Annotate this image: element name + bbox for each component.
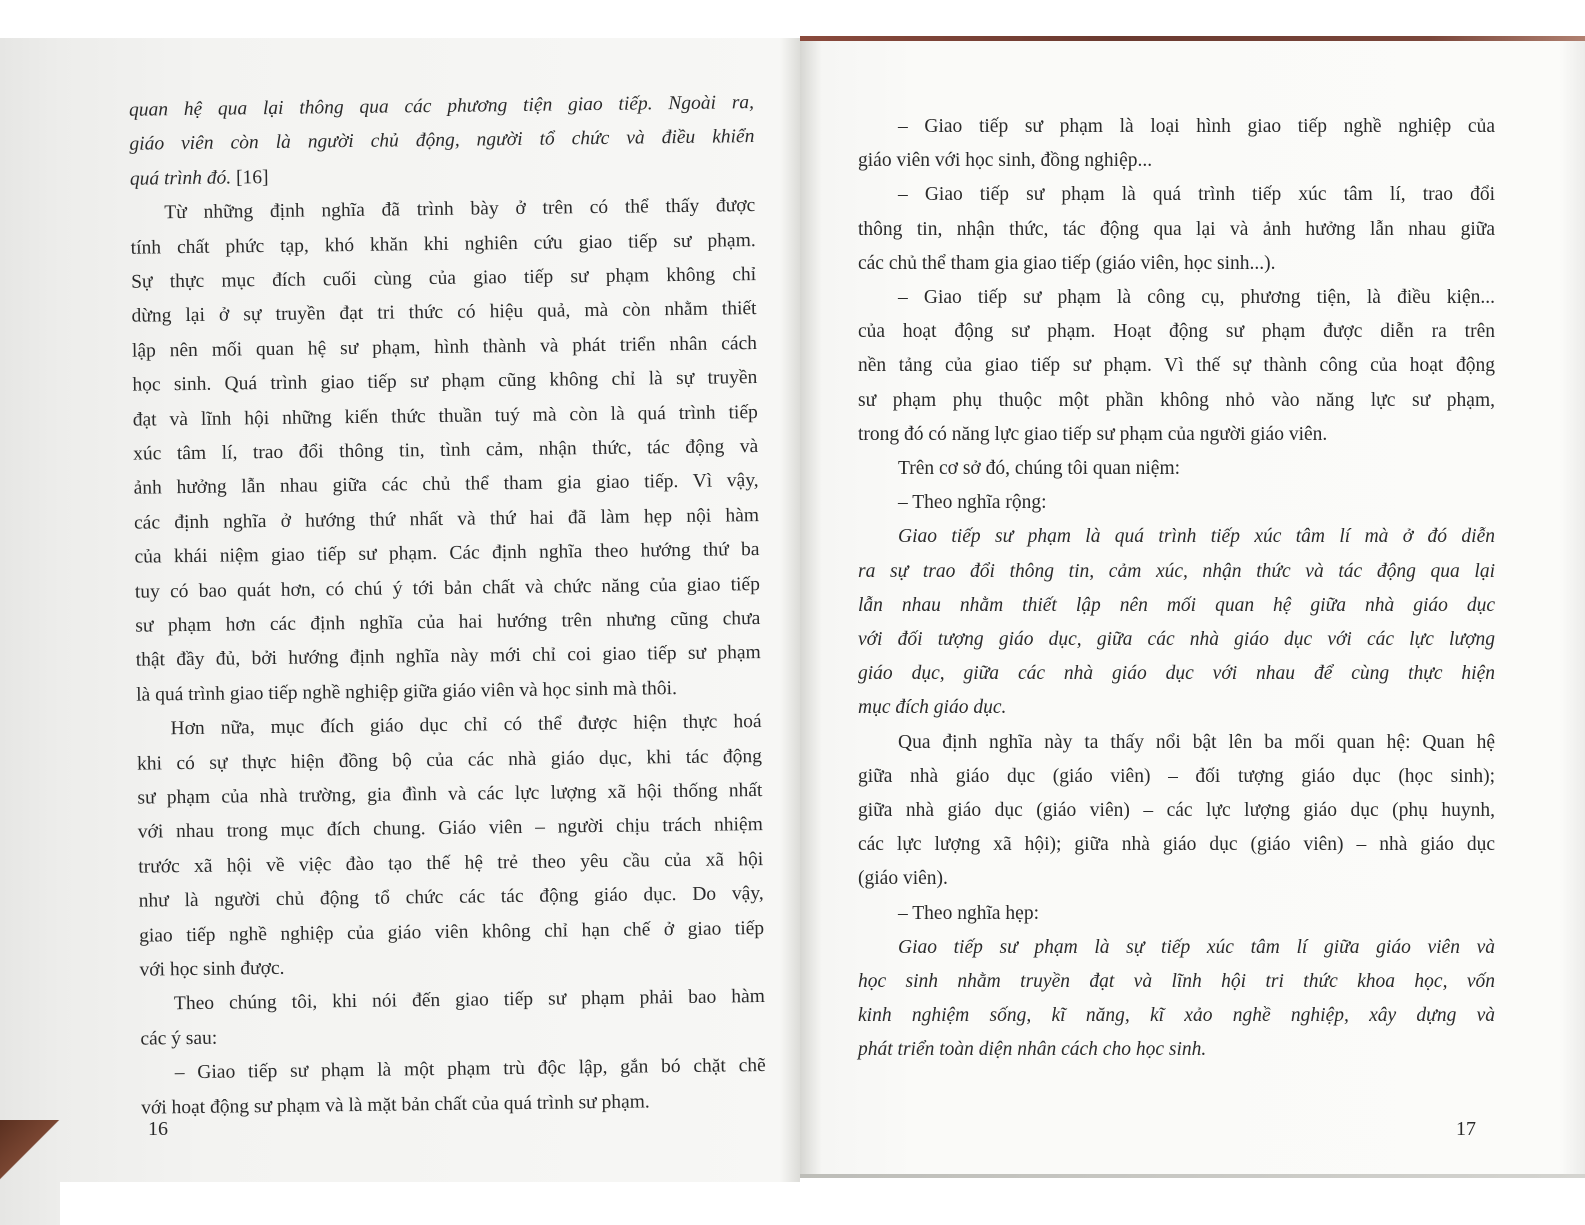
right-page-body xyxy=(858,116,1495,1096)
text-line: Theo chúng tôi, khi nói đến giao tiếp sư phạm phải bao hàm xyxy=(173,986,766,1015)
text-line-italic: quá trình đó. xyxy=(129,167,232,190)
text-line: với hoạt động sư phạm và là mặt bản chất của quá trình sư phạm. xyxy=(141,1091,650,1119)
text-line: đạt và lĩnh hội những kiến thức thuần tuý mà còn là quá trình tiếp xyxy=(132,401,758,431)
text-line: nền tảng của giao tiếp sư phạm. Vì thế sự thành công của hoạt động xyxy=(858,355,1495,377)
text-line: học sinh nhằm truyền đạt và lĩnh hội tri thức khoa học, vốn xyxy=(858,971,1495,992)
text-line: trước xã hội về việc đào tạo thế hệ trẻ theo yêu cầu của xã hội xyxy=(138,848,764,878)
text-line: sư phạm của nhà trường, gia đình và các lực lượng xã hội thống nhất xyxy=(137,780,763,809)
text-line: sư phạm phụ thuộc một phần không nhỏ vào năng lực sư phạm, xyxy=(858,389,1495,411)
text-line: giáo dục, giữa các nhà giáo dục với nhau để cùng thực hiện xyxy=(858,663,1495,685)
right-page-top-edge xyxy=(800,36,1585,41)
text-line: phát triển toàn diện nhân cách cho học sinh. xyxy=(858,1039,1207,1061)
text-line: với nhau trong mục đích chung. Giáo viên – người chịu trách nhiệm xyxy=(137,814,763,844)
text-line: Sự thực mục đích cuối cùng của giao tiếp sư phạm không chỉ xyxy=(131,264,757,293)
text-line xyxy=(130,161,755,191)
text-line: kinh nghiệm sống, kĩ năng, kĩ xảo nghề nghiệp, xây dựng và xyxy=(858,1005,1495,1027)
text-line: Giao tiếp sư phạm là quá trình tiếp xúc tâm lí mà ở đó diễn xyxy=(898,526,1495,548)
text-line: – Giao tiếp sư phạm là quá trình tiếp xúc tâm lí, trao đổi xyxy=(898,184,1495,206)
text-line: ra sự trao đổi thông tin, cảm xúc, nhận thức và tác động qua lại xyxy=(858,560,1495,582)
text-line: mục đích giáo dục. xyxy=(858,697,1007,719)
text-line: lẫn nhau nhằm thiết lập nên mối quan hệ giữa nhà giáo dục xyxy=(858,594,1495,616)
text-line: lập nên mối quan hệ sư phạm, hình thành và phát triển nhân cách xyxy=(131,332,758,362)
text-line: như là người chủ động tổ chức các tác động giáo dục. Do vậy, xyxy=(138,883,764,912)
right-page-bottom-margin xyxy=(800,1178,1585,1225)
page-number-right: 17 xyxy=(1456,1118,1476,1140)
text-line: các lực lượng xã hội); giữa nhà giáo dục (giáo viên) – nhà giáo dục xyxy=(858,834,1495,856)
binding-corner xyxy=(0,1120,70,1180)
text-line: ảnh hưởng lẫn nhau giữa các chủ thể tham gia giao tiếp. Vì vậy, xyxy=(133,470,759,500)
text-line: tuy có bao quát hơn, có chú ý tới bản chất và chức năng của giao tiếp xyxy=(134,573,761,603)
text-line: – Giao tiếp sư phạm là công cụ, phương tiện, là điều kiện... xyxy=(898,287,1495,308)
text-line: Trên cơ sở đó, chúng tôi quan niệm: xyxy=(898,458,1181,479)
text-line: – Theo nghĩa hẹp: xyxy=(898,902,1039,924)
text-line: quan hệ qua lại thông qua các phương tiện giao tiếp. Ngoài ra, xyxy=(128,92,755,121)
text-line: – Giao tiếp sư phạm là loại hình giao tiếp nghề nghiệp của xyxy=(898,116,1495,137)
page-number-left: 16 xyxy=(148,1118,168,1140)
left-page-top-margin xyxy=(0,0,800,38)
text-line: giao tiếp nghề nghiệp của giáo viên không chỉ hạn chế ở giao tiếp xyxy=(139,917,765,947)
text-line: giữa nhà giáo dục (giáo viên) – đối tượng giáo dục (học sinh); xyxy=(858,765,1495,787)
right-page-top-margin xyxy=(800,0,1585,36)
text-line: với học sinh được. xyxy=(139,957,285,981)
right-page-bottom-edge xyxy=(800,1174,1585,1178)
text-line: thật đầy đủ, bởi hướng định nghĩa này mới chỉ coi giao tiếp sư phạm xyxy=(135,642,761,672)
text-line: giáo viên còn là người chủ động, người tổ chức và điều khiển xyxy=(129,126,755,156)
text-line: – Theo nghĩa rộng: xyxy=(898,492,1047,514)
text-line: Hơn nữa, mục đích giáo dục chỉ có thể được hiện thực hoá xyxy=(170,711,762,740)
text-line: Từ những định nghĩa đã trình bày ở trên có thể thấy được xyxy=(164,195,756,224)
text-line: giáo viên với học sinh, đồng nghiệp... xyxy=(858,150,1153,172)
text-line: thông tin, nhận thức, tác động qua lại và ảnh hưởng lẫn nhau giữa xyxy=(858,218,1495,240)
text-line: giữa nhà giáo dục (giáo viên) – các lực lượng giáo dục (phụ huynh, xyxy=(858,800,1495,821)
right-page xyxy=(800,0,1585,1225)
left-page-body xyxy=(129,92,767,1140)
text-line: dừng lại ở sự truyền đạt tri thức có hiệu quả, mà còn nhằm thiết xyxy=(131,298,757,328)
text-line: trong đó có năng lực giao tiếp sư phạm của người giáo viên. xyxy=(858,423,1328,445)
text-line: học sinh. Quá trình giao tiếp sư phạm cũng không chỉ là sự truyền xyxy=(132,367,758,396)
text-line: Giao tiếp sư phạm là sự tiếp xúc tâm lí giữa giáo viên và xyxy=(898,936,1495,958)
left-page-bottom-margin xyxy=(60,1182,800,1225)
text-line: là quá trình giao tiếp nghề nghiệp giữa giáo viên và học sinh mà thôi. xyxy=(136,677,678,706)
text-line: của khái niệm giao tiếp sư phạm. Các định nghĩa theo hướng thứ ba xyxy=(134,539,760,568)
text-line-plain: [16] xyxy=(231,166,269,189)
text-line: các chủ thể tham gia giao tiếp (giáo viên, học sinh...). xyxy=(858,252,1276,274)
text-line: các ý sau: xyxy=(140,1027,218,1050)
text-line: sư phạm hơn các định nghĩa của hai hướng trên nhưng cũng chưa xyxy=(135,608,761,637)
text-line: các định nghĩa ở hướng thứ nhất và thứ hai đã làm hẹp nội hàm xyxy=(133,504,760,534)
text-line: Qua định nghĩa này ta thấy nổi bật lên ba mối quan hệ: Quan hệ xyxy=(898,731,1495,753)
text-line: – Giao tiếp sư phạm là một phạm trù độc lập, gắn bó chặt chẽ xyxy=(174,1055,766,1084)
text-line: (giáo viên). xyxy=(858,868,948,890)
text-line: khi có sự thực hiện đồng bộ của các nhà giáo dục, khi tác động xyxy=(136,745,763,775)
text-line: tính chất phức tạp, khó khăn khi nghiên cứu giao tiếp sư phạm. xyxy=(130,229,756,259)
text-line: của hoạt động sư phạm. Hoạt động sư phạm được diễn ra trên xyxy=(858,321,1495,343)
text-line: với đối tượng giáo dục, giữa các nhà giáo dục với các lực lượng xyxy=(858,629,1495,650)
text-line: xúc tâm lí, trao đổi thông tin, tình cảm, nhận thức, tác động và xyxy=(133,436,759,465)
